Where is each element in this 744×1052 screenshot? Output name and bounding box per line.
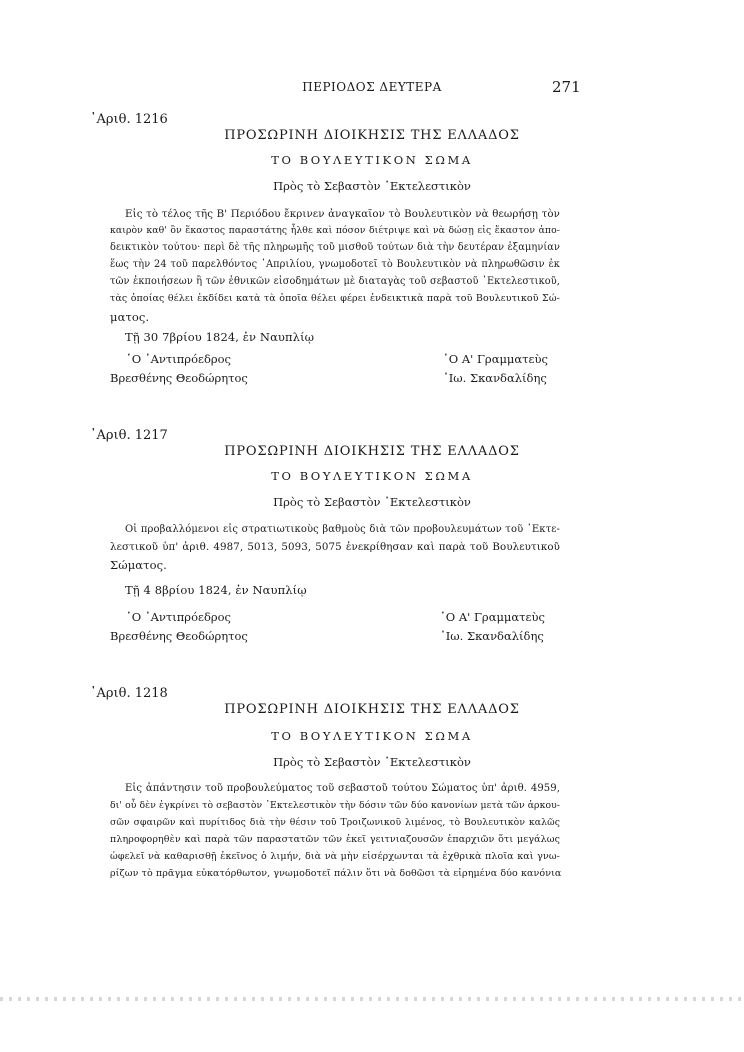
body-line: Οἱ προβαλλόμενοι εἰς στρατιωτικοὺς βαθμοὺς διὰ τῶν προβουλευμάτων τοῦ ᾿Εκτε- [125, 524, 560, 535]
document-number: ᾿Αριθ. 1216 [90, 112, 168, 127]
body-line: ἕως τὴν 24 τοῦ παρελθόντος ᾿Απριλίου, γνωμοδοτεῖ τὸ Βουλευτικὸν νὰ πληρωθῶσιν ἐκ [110, 259, 560, 270]
page-number: 271 [552, 78, 581, 96]
document-addressee: Πρὸς τὸ Σεβαστὸν ᾿Εκτελεστικὸν [273, 495, 471, 509]
document-date: Τῇ 4 8βρίου 1824, ἐν Ναυπλίῳ [125, 583, 307, 597]
signatory-left-title: ῾Ο ᾿Αντιπρόεδρος [126, 610, 231, 624]
signatory-right-name: ᾿Ιω. Σκανδαλίδης [443, 371, 547, 385]
document-addressee: Πρὸς τὸ Σεβαστὸν ᾿Εκτελεστικὸν [273, 755, 471, 769]
document-addressee: Πρὸς τὸ Σεβαστὸν ᾿Εκτελεστικὸν [273, 179, 471, 193]
document-subheading: ΤΟ ΒΟΥΛΕΥΤΙΚΟΝ ΣΩΜΑ [271, 729, 473, 743]
running-head: ΠΕΡΙΟΔΟΣ ΔΕΥΤΕΡΑ [302, 80, 442, 94]
body-line: Σώματος. [110, 558, 167, 572]
body-line: τῶν ἐκποιήσεων ἢ τῶν ἐθνικῶν εἰσοδημάτων μὲ διαταγὰς τοῦ σεβαστοῦ ᾿Εκτελεστικοῦ, [110, 276, 560, 287]
signatory-left-name: Βρεσθένης Θεοδώρητος [110, 629, 248, 643]
document-heading: ΠΡΟΣΩΡΙΝΗ ΔΙΟΙΚΗΣΙΣ ΤΗΣ ΕΛΛΑΔΟΣ [224, 702, 520, 717]
body-line: δεικτικὸν τούτου· περὶ δὲ τῆς πληρωμῆς τοῦ μισθοῦ τούτων διὰ τὴν δευτέραν ἑξαμηνίαν [110, 242, 560, 253]
signatory-right-title: ῾Ο Α' Γραμματεὺς [440, 610, 545, 624]
signatory-left-title: ῾Ο ᾿Αντιπρόεδρος [126, 352, 231, 366]
body-line: τὰς ὁποίας θέλει ἐκδίδει κατὰ τὰ ὁποῖα θέλει φέρει ἐνδεικτικὰ παρὰ τοῦ Βουλευτικοῦ Σώ- [110, 293, 560, 304]
signatory-left-name: Βρεσθένης Θεοδώρητος [110, 371, 248, 385]
document-number: ᾿Αριθ. 1217 [90, 428, 168, 443]
body-line: καιρὸν καθ' ὃν ἕκαστος παραστάτης ἦλθε καὶ πόσον διέτριψε καὶ νὰ δώσῃ εἰς ἕκαστον ἀπο- [110, 225, 560, 236]
body-line: σῶν σφαιρῶν καὶ πυρίτιδος διὰ τὴν θέσιν τοῦ Τροιζωνικοῦ λιμένος, τὸ Βουλευτικὸν καλῶς [110, 817, 560, 828]
document-heading: ΠΡΟΣΩΡΙΝΗ ΔΙΟΙΚΗΣΙΣ ΤΗΣ ΕΛΛΑΔΟΣ [224, 444, 520, 459]
body-line: ματος. [110, 310, 150, 324]
document-heading: ΠΡΟΣΩΡΙΝΗ ΔΙΟΙΚΗΣΙΣ ΤΗΣ ΕΛΛΑΔΟΣ [224, 128, 520, 143]
body-line: ρίζων τὸ πρᾶγμα εὐκατόρθωτον, γνωμοδοτεῖ πάλιν ὅτι νὰ δοθῶσι τὰ εἰρημένα δύο κανόνια [110, 868, 562, 879]
body-line: ὠφελεῖ νὰ καθαρισθῇ ἐκεῖνος ὁ λιμήν, διὰ νὰ μὴν εἰσέρχωνται τὰ ἐχθρικὰ πλοῖα καὶ γνω- [110, 851, 560, 862]
body-line: Εἰς ἀπάντησιν τοῦ προβουλεύματος τοῦ σεβαστοῦ τούτου Σώματος ὑπ' ἀριθ. 4959, [125, 783, 560, 794]
signatory-right-name: ᾿Ιω. Σκανδαλίδης [440, 629, 544, 643]
body-line: πληροφορηθὲν καὶ παρὰ τῶν παραστατῶν τῶν ἐκεῖ γειτνιαζουσῶν ἐπαρχιῶν ὅτι μεγάλως [110, 834, 560, 845]
signatory-right-title: ῾Ο Α' Γραμματεὺς [443, 352, 548, 366]
body-line: λεστικοῦ ὑπ' ἀριθ. 4987, 5013, 5093, 5075 ἐνεκρίθησαν καὶ παρὰ τοῦ Βουλευτικοῦ [110, 541, 560, 553]
document-subheading: ΤΟ ΒΟΥΛΕΥΤΙΚΟΝ ΣΩΜΑ [271, 469, 473, 483]
document-date: Τῇ 30 7βρίου 1824, ἐν Ναυπλίῳ [125, 330, 315, 344]
body-line: Εἰς τὸ τέλος τῆς Β' Περιόδου ἔκρινεν ἀναγκαῖον τὸ Βουλευτικὸν νὰ θεωρήσῃ τὸν [125, 208, 560, 220]
body-line: δι' οὗ δὲν ἐγκρίνει τὸ σεβαστὸν ᾿Εκτελεστικὸν τὴν δόσιν τῶν δύο κανονίων μετὰ τῶν ἁρκου- [110, 800, 561, 811]
document-number: ᾿Αριθ. 1218 [90, 686, 168, 701]
document-subheading: ΤΟ ΒΟΥΛΕΥΤΙΚΟΝ ΣΩΜΑ [271, 153, 473, 167]
scan-artifact-divider [0, 997, 744, 1001]
